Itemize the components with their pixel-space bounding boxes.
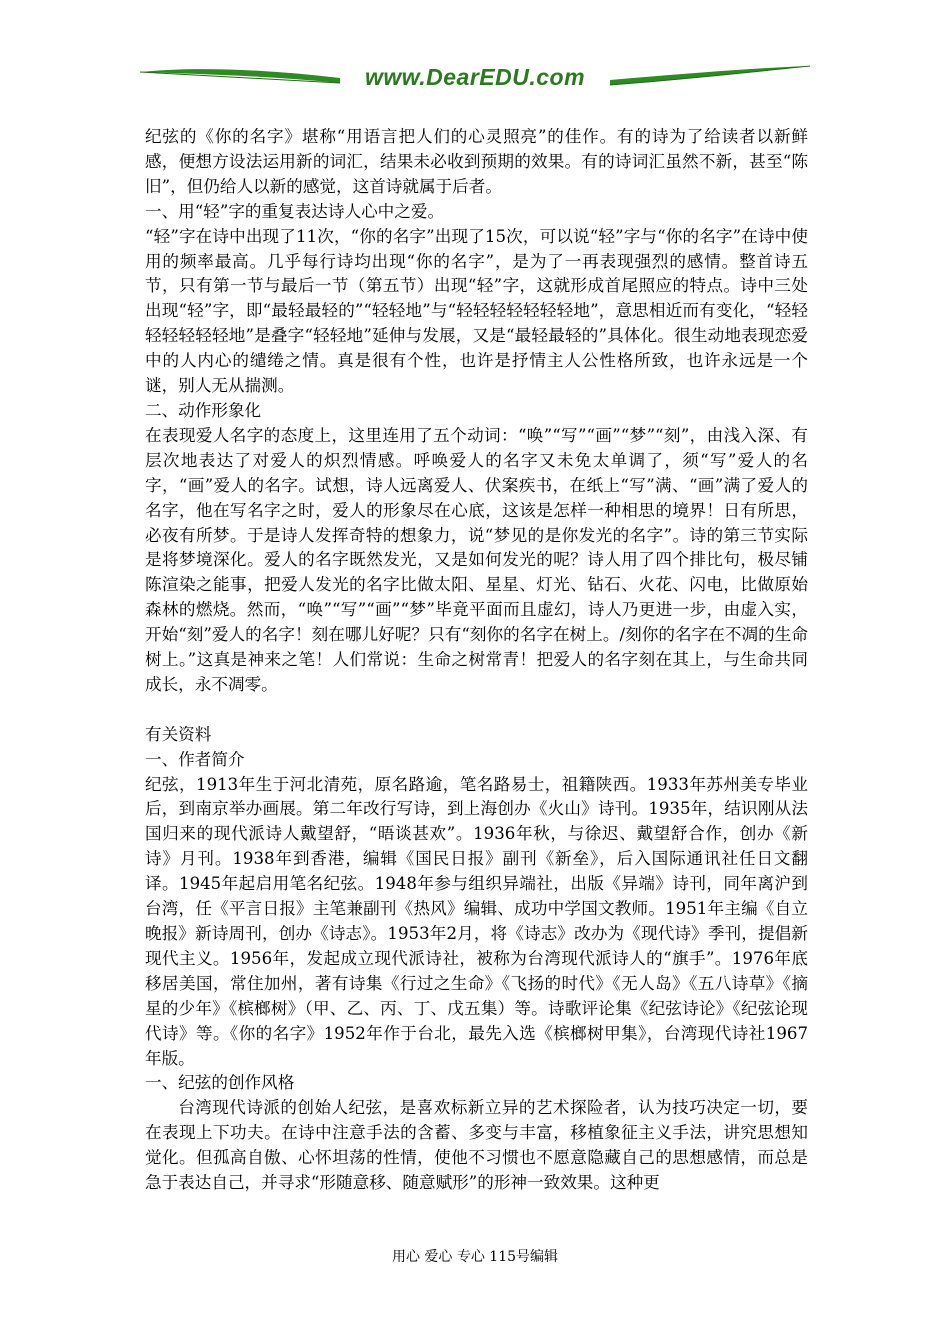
style-heading: 一、纪弦的创作风格 [145, 1073, 295, 1093]
author-bio-paragraph: 纪弦，1913年生于河北清苑，原名路逾，笔名路易士，祖籍陕西。1933年苏州美专毕业后，到南京举办画展。第二年改行写诗，到上海创办《火山》诗刊。1935年，结识刚从法国归来的现代派诗人戴望舒，“晤谈甚欢”。1936年秋，与徐迟、戴望舒合作，创办《新诗》月刊。1938年到香港，编辑《国民日报》副刊《新垒》，后入国际通讯社任日文翻译。1945年起启用笔名纪弦。1948年参与组织异端社，出版《异端》诗刊，同年离沪到台湾，任《平言日报》主笔兼副刊《热风》编辑、成功中学国文教师。1951年主编《自立晚报》新诗周刊，创办《诗志》。1953年2月，将《诗志》改办为《现代诗》季刊，提倡新现代主义。1956年，发起成立现代派诗社，被称为台湾现代派诗人的“旗手”。1976年底移居美国，常住加州，著有诗集《行过之生命》《飞扬的时代》《无人岛》《五八诗草》《摘星的少年》《槟榔树》（甲、乙、丙、丁、戊五集）等。诗歌评论集《纪弦诗论》《纪弦论现代诗》等。《你的名字》1952年作于台北，最先入选《槟榔树甲集》，台湾现代诗社1967年版。 [145, 774, 808, 1068]
paragraph-actions: 在表现爱人名字的态度上，这里连用了五个动词：“唤”“写”“画”“梦”“刻”，由浅入深、有层次地表达了对爱人的炽烈情感。呼唤爱人的名字又未免太单调了，须“写”爱人的名字，“画”爱人的名字。试想，诗人远离爱人、伏案疾书，在纸上“写”满、“画”满了爱人的名字，他在写名字之时，爱人的形象尽在心底，这该是怎样一种相思的境界！日有所思，必夜有所梦。于是诗人发挥奇特的想象力，说“梦见的是你发光的名字”。诗的第三节实际是将梦境深化。爱人的名字既然发光，又是如何发光的呢？诗人用了四个排比句，极尽铺陈渲染之能事，把爱人发光的名字比做太阳、星星、灯光、钻石、火花、闪电，比做原始森林的燃烧。然而，“唤”“写”“画”“梦”毕竟平面而且虚幻，诗人乃更进一步，由虚入实，开始“刻”爱人的名字！刻在哪儿好呢？只有“刻你的名字在树上。/刻你的名字在不凋的生命树上。”这真是神来之笔！人们常说：生命之树常青！把爱人的名字刻在其上，与生命共同成长，永不凋零。 [145, 425, 808, 694]
intro-paragraph: 纪弦的《你的名字》堪称“用语言把人们的心灵照亮”的佳作。有的诗为了给读者以新鲜感，便想方设法运用新的词汇，结果未必收到预期的效果。有的诗词汇虽然不新，甚至“陈旧”，但仍给人以新的感觉，这首诗就属于后者。 [145, 127, 808, 196]
style-paragraph: 台湾现代诗派的创始人纪弦，是喜欢标新立异的艺术探险者，认为技巧决定一切，要在表现上下功夫。在诗中注意手法的含蓄、多变与丰富，移植象征主义手法，讲究思想知觉化。但孤高自傲、心怀坦荡的性情，使他不习惯也不愿意隐藏自己的思想感情，而总是急于表达自己，并寻求“形随意移、随意赋形”的形神一致效果。这种更 [145, 1098, 808, 1193]
site-logo[interactable]: www.DearEDU.com [364, 64, 586, 90]
resources-heading: 有关资料 [145, 724, 212, 744]
section-heading-1: 一、用“轻”字的重复表达诗人心中之爱。 [145, 201, 445, 221]
article-body [145, 125, 808, 1196]
blank-line [145, 698, 808, 723]
section-heading-2: 二、动作形象化 [145, 400, 262, 420]
author-heading: 一、作者简介 [145, 749, 245, 769]
header-banner [140, 58, 810, 98]
paragraph-qing: “轻”字在诗中出现了11次，“你的名字”出现了15次，可以说“轻”字与“你的名字”在诗中使用的频率最高。几乎每行诗均出现“你的名字”，是为了一再表现强烈的感情。整首诗五节，只有第一节与最后一节（第五节）出现“轻”字，这就形成首尾照应的特点。诗中三处出现“轻”字，即“最轻最轻的”“轻轻地”与“轻轻轻轻轻轻轻地”，意思相近而有变化，“轻轻轻轻轻轻轻地”是叠字“轻轻地”延伸与发展，又是“最轻最轻的”具体化。很生动地表现恋爱中的人内心的缱绻之情。真是很有个性，也许是抒情主人公性格所致，也许永远是一个谜，别人无从揣测。 [145, 226, 808, 396]
page-footer: 用心 爱心 专心 115号编辑 [391, 1249, 559, 1265]
